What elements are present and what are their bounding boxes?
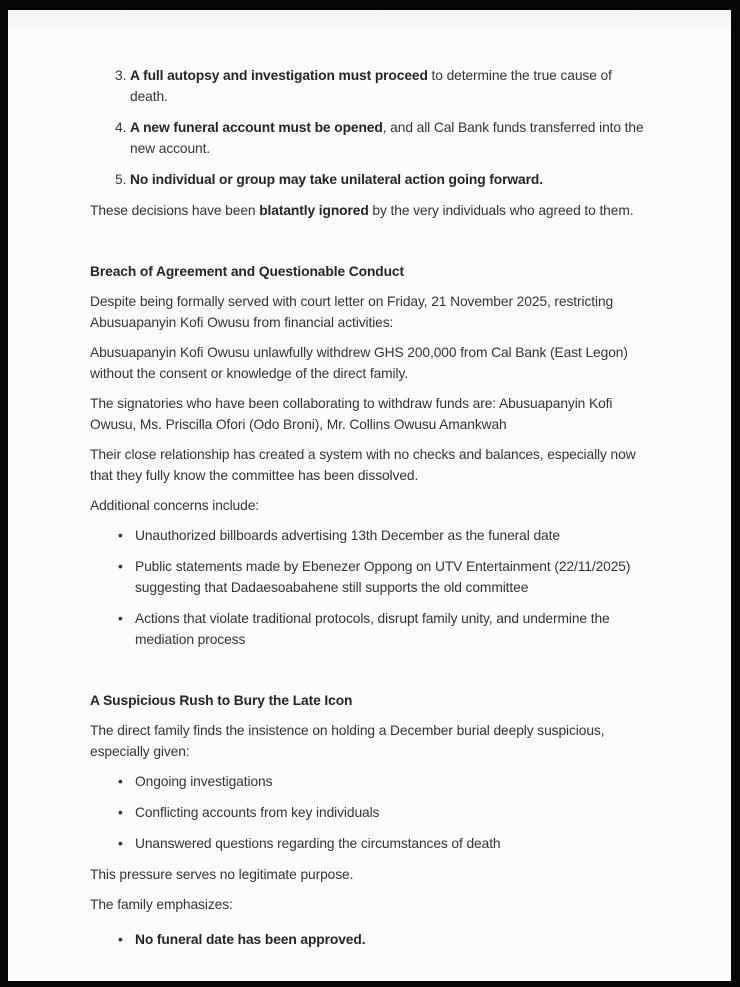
decisions-bold-text: blatantly ignored — [259, 203, 369, 218]
item-bold-text: A new funeral account must be opened — [130, 120, 383, 135]
concerns-bullet-list — [90, 525, 650, 650]
emphasize-line: The family emphasizes: — [90, 897, 233, 912]
breach-paragraph-3: The signatories who have been collaborating to withdraw funds are: Abusuapanyin Kofi Owusu, Ms. Priscilla Ofori (Odo Broni), Mr. Collins Owusu Amankwah — [90, 396, 613, 432]
bullet-marker: • — [118, 559, 123, 574]
numbered-item-5 — [115, 169, 650, 190]
final-bold-bullet-item — [118, 929, 650, 950]
bullet-text: Public statements made by Ebenezer Oppong on UTV Entertainment (22/11/2025) suggesting that Dadaesoabahene still supports the old committee — [135, 559, 631, 595]
item-bold-text: A full autopsy and investigation must proceed — [130, 68, 428, 83]
concern-bullet-item — [118, 608, 650, 650]
section-heading-breach: Breach of Agreement and Questionable Conduct — [90, 264, 404, 279]
numbered-item-3 — [115, 65, 650, 107]
bullet-text: Conflicting accounts from key individuals — [135, 805, 380, 820]
section-heading-suspicious: A Suspicious Rush to Bury the Late Icon — [90, 693, 353, 708]
bullet-text: Ongoing investigations — [135, 774, 273, 789]
item-number: 3. — [115, 68, 127, 83]
concerns-intro-line: Additional concerns include: — [90, 498, 260, 513]
bullet-text: Actions that violate traditional protocols, disrupt family unity, and undermine the mediation process — [135, 611, 610, 647]
item-text — [130, 117, 650, 159]
breach-paragraph-1: Despite being formally served with court letter on Friday, 21 November 2025, restricting Abusuapanyin Kofi Owusu from financial activities: — [90, 294, 614, 330]
item-number: 5. — [115, 172, 127, 187]
numbered-item-4 — [115, 117, 650, 159]
decisions-pre-text: These decisions have been — [90, 203, 260, 218]
item-text — [130, 169, 650, 190]
suspicious-bullet-item — [118, 833, 650, 854]
bullet-marker: • — [118, 836, 123, 851]
decisions-post-text: by the very individuals who agreed to them. — [368, 203, 634, 218]
item-number: 4. — [115, 120, 127, 135]
bullet-text: Unanswered questions regarding the circumstances of death — [135, 836, 501, 851]
bullet-text: No funeral date has been approved. — [135, 932, 366, 947]
suspicious-intro-paragraph: The direct family finds the insistence on holding a December burial deeply suspicious, especially given: — [90, 723, 605, 759]
pressure-line: This pressure serves no legitimate purpose. — [90, 867, 354, 882]
decisions-ignored-line — [90, 200, 650, 221]
document-page — [8, 10, 731, 981]
suspicious-bullet-item — [118, 771, 650, 792]
bullet-marker: • — [118, 932, 123, 947]
breach-paragraph-2: Abusuapanyin Kofi Owusu unlawfully withdrew GHS 200,000 from Cal Bank (East Legon) without the consent or knowledge of the direct family. — [90, 345, 628, 381]
concern-bullet-item — [118, 556, 650, 598]
concern-bullet-item — [118, 525, 650, 546]
bullet-marker: • — [118, 528, 123, 543]
bullet-marker: • — [118, 805, 123, 820]
bullet-marker: • — [118, 774, 123, 789]
item-text — [130, 65, 650, 107]
bullet-marker: • — [118, 611, 123, 626]
suspicious-bullet-list — [90, 771, 650, 854]
item-regular-text: , and all Cal Bank funds transferred into the new account. — [130, 120, 644, 156]
item-regular-text: to determine the true cause of death. — [130, 68, 612, 104]
document-content — [8, 10, 731, 950]
breach-paragraph-4: Their close relationship has created a system with no checks and balances, especially now that they fully know the committee has been dissolved. — [90, 447, 636, 483]
item-bold-text: No individual or group may take unilateral action going forward. — [130, 172, 543, 187]
suspicious-bullet-item — [118, 802, 650, 823]
bullet-text: Unauthorized billboards advertising 13th December as the funeral date — [135, 528, 560, 543]
